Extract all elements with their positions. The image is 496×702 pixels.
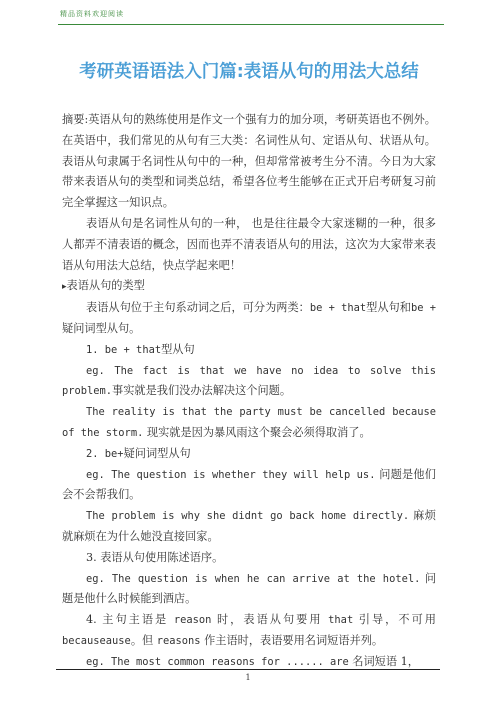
types-intro-en: be +	[410, 302, 436, 315]
example-cn: 名词短语 1，	[348, 654, 419, 668]
item-text: 4. 主句主语是	[86, 613, 174, 627]
page-number: 1	[245, 673, 251, 682]
example-cn: 事实就是我们没办法解决这个问题。	[112, 384, 292, 398]
example-5	[62, 569, 436, 611]
types-intro-en: be + that	[309, 302, 367, 315]
section-heading	[62, 276, 436, 298]
item-en: reason	[173, 614, 212, 627]
item-1	[62, 340, 436, 361]
item-4	[62, 610, 436, 652]
arrow-icon: ▸	[62, 282, 67, 293]
example-1	[62, 361, 436, 403]
article-body	[62, 110, 436, 673]
example-cn: 麻烦就麻烦在为什么她没直接回家。	[62, 509, 436, 543]
intro-paragraph: 表语从句是名词性从句的一种， 也是往往最令大家迷糊的一种，很多人都弄不清表语的概念，因而也弄不清表语从句的用法，这次为大家带来表语从句用法大总结，快点学起来吧！	[62, 216, 436, 272]
article-title: 考研英语语法入门篇:表语从句的用法大总结	[79, 62, 419, 82]
item-2	[62, 444, 436, 465]
item-en: that	[328, 614, 354, 627]
example-en: eg. The fact is that we have no idea to solve this problem.	[62, 364, 436, 398]
example-3	[62, 465, 436, 507]
example-en: The problem is why she didnt go back home directly.	[86, 510, 410, 523]
types-intro-text: 型从句和	[366, 301, 411, 315]
types-intro-text: 疑问词型从句。	[62, 321, 141, 335]
item-en: becauseause	[62, 634, 131, 647]
item-text: 。但	[130, 633, 157, 647]
item-text: 引导，不可用	[353, 613, 436, 627]
item-cn: 型从句	[161, 342, 195, 356]
section-title: 表语从句的类型	[66, 279, 145, 293]
item-3: 3. 表语从句使用陈述语序。	[86, 550, 224, 564]
item-en: reasons	[156, 634, 201, 647]
example-en: eg. The question is whether they will help us.	[86, 468, 376, 481]
example-en: The reality is that the party must be cancelled because of the storm.	[62, 406, 436, 439]
example-4	[62, 506, 436, 548]
example-en: eg. The most common reasons for ...... are	[86, 655, 349, 668]
item-number: 1.	[86, 343, 105, 356]
example-cn: 现实就是因为暴风雨这个聚会必须得取消了。	[143, 425, 371, 439]
item-cn: 疑问词型从句	[123, 446, 191, 460]
example-cn: 问题是他们会不会帮我们。	[62, 467, 436, 502]
item-en: be + that	[104, 343, 162, 356]
example-en: eg. The question is when he can arrive at the hotel.	[86, 572, 421, 585]
item-text: 时，表语从句要用	[211, 613, 329, 627]
item-text: 作主语时，表语要用名词短语并列。	[200, 633, 384, 647]
types-intro-text: 表语从句位于主句系动词之后，可分为两类：	[86, 301, 310, 315]
footer-divider	[56, 669, 440, 670]
types-intro	[62, 298, 436, 340]
item-en: be+	[104, 447, 124, 460]
example-cn: 问题是他什么时候能到酒店。	[62, 571, 437, 606]
abstract-paragraph: 摘要:英语从句的熟练使用是作文一个强有力的加分项，考研英语也不例外。在英语中，我们常见的从句有三大类：名词性从句、定语从句、状语从句。表语从句隶属于名词性从句中的一种，但却常常被考生分不清。今日为大家带来表语从句的类型和词类总结，希望各位考生能够在正式开启考研复习前完全掌握这一知识点。	[62, 113, 436, 210]
header-text: 精品资料欢迎阅读	[60, 10, 124, 18]
example-2	[62, 402, 436, 444]
item-number: 2.	[86, 447, 105, 460]
page-header	[58, 6, 444, 25]
